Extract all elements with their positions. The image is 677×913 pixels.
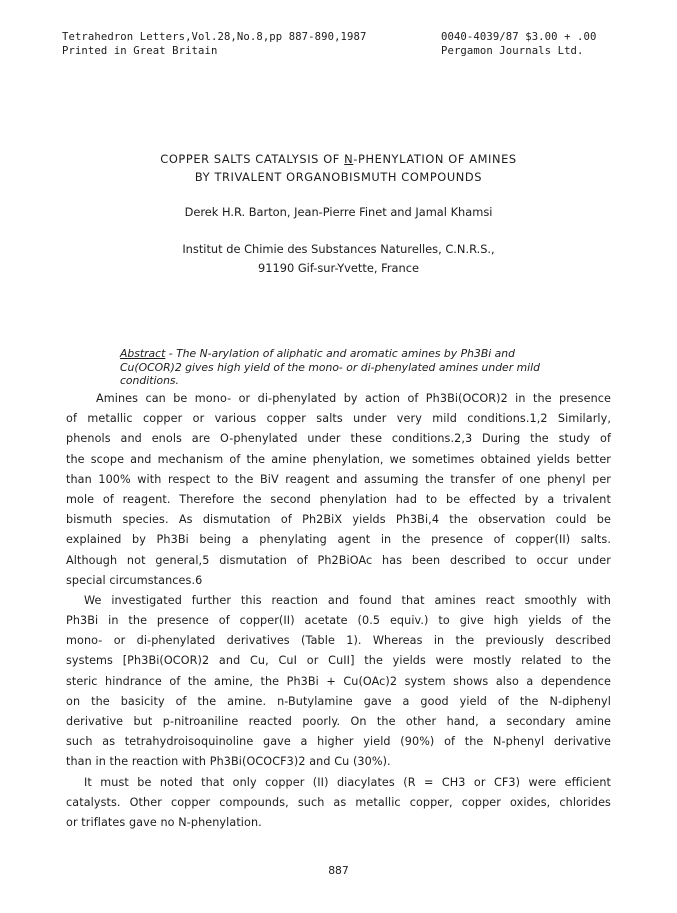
text-line: Although not general,5 dismutation of Ph2BiOAc has been described to occur under (66, 553, 611, 567)
abstract (120, 347, 560, 388)
price-code: 0040-4039/87 $3.00 + .00 (441, 31, 597, 43)
paragraph-3 (66, 773, 611, 834)
text-line: catalysts. Other copper compounds, such as metallic copper, copper oxides, chlorides (66, 795, 611, 809)
text-line: than 100% with respect to the BiV reagent and assuming the transfer of one phenyl per (66, 472, 611, 486)
body-text (66, 389, 611, 833)
text-line: on the basicity of the amine. n-Butylamine gave a good yield of the N-diphenyl (66, 694, 611, 708)
text-line: special circumstances.6 (66, 573, 203, 587)
abstract-label: Abstract (120, 347, 166, 360)
text-line: mono- or di-phenylated derivatives (Table 1). Whereas in the previously described (66, 634, 611, 648)
text-line: steric hindrance of the amine, the Ph3Bi + Cu(OAc)2 system shows also a dependence (66, 674, 611, 688)
text-line: or triflates gave no N-phenylation. (66, 815, 262, 829)
paper-title-line-2: BY TRIVALENT ORGANOBISMUTH COMPOUNDS (194, 170, 483, 184)
publisher: Pergamon Journals Ltd. (441, 45, 584, 57)
institution-line-1: Institut de Chimie des Substances Naturelles, C.N.R.S., (182, 242, 495, 256)
journal-header-left (62, 30, 366, 58)
text-line: phenols and enols are O-phenylated under these conditions.2,3 During the study of (66, 432, 611, 446)
text-line: such as tetrahydroisoquinoline gave a higher yield (90%) of the N-phenyl derivative (66, 735, 611, 749)
authors: Derek H.R. Barton, Jean-Pierre Finet and Jamal Khamsi (184, 205, 493, 219)
text-line: explained by Ph3Bi being a phenylating agent in the presence of copper(II) salts. (66, 533, 611, 547)
text-line: It must be noted that only copper (II) diacylates (R = CH3 or CF3) were efficient (84, 775, 611, 789)
page-number: 887 (328, 864, 349, 877)
text-line: mole of reagent. Therefore the second phenylation had to be effected by a trivalent (66, 492, 611, 506)
text-line: systems [Ph3Bi(OCOR)2 and Cu, CuI or CuII] the yields were mostly related to the (66, 654, 611, 668)
text-line: Ph3Bi in the presence of copper(II) acetate (0.5 equiv.) to give high yields of the (66, 614, 611, 628)
journal-header-right (441, 30, 596, 58)
journal-citation: Tetrahedron Letters,Vol.28,No.8,pp 887-890,1987 (62, 31, 367, 43)
printed-in: Printed in Great Britain (62, 45, 218, 57)
text-line: derivative but p-nitroaniline reacted poorly. On the other hand, a secondary amine (66, 715, 611, 728)
text-line: than in the reaction with Ph3Bi(OCOCF3)2 and Cu (30%). (66, 755, 391, 769)
text-line: Amines can be mono- or di-phenylated by action of Ph3Bi(OCOR)2 in the presence (96, 392, 611, 405)
text-line: of metallic copper or various copper salts under very mild conditions.1,2 Similarly, (66, 412, 611, 426)
abstract-text: - The N-arylation of aliphatic and aromatic amines by Ph3Bi and Cu(OCOR)2 gives high yield of the mono- or di-phenylated amines under mild conditions. (120, 347, 540, 387)
text-line: We investigated further this reaction and found that amines react smoothly with (84, 593, 611, 607)
institution-line-2: 91190 Gif-sur-Yvette, France (258, 261, 419, 275)
paper-title-line-1: COPPER SALTS CATALYSIS OF N-PHENYLATION OF AMINES (160, 152, 517, 166)
text-line: bismuth species. As dismutation of Ph2BiX yields Ph3Bi,4 the observation could be (66, 513, 611, 527)
paragraph-1 (66, 389, 611, 591)
paragraph-2 (66, 591, 611, 773)
text-line: the scope and mechanism of the amine phenylation, we sometimes obtained yields better (66, 452, 611, 466)
